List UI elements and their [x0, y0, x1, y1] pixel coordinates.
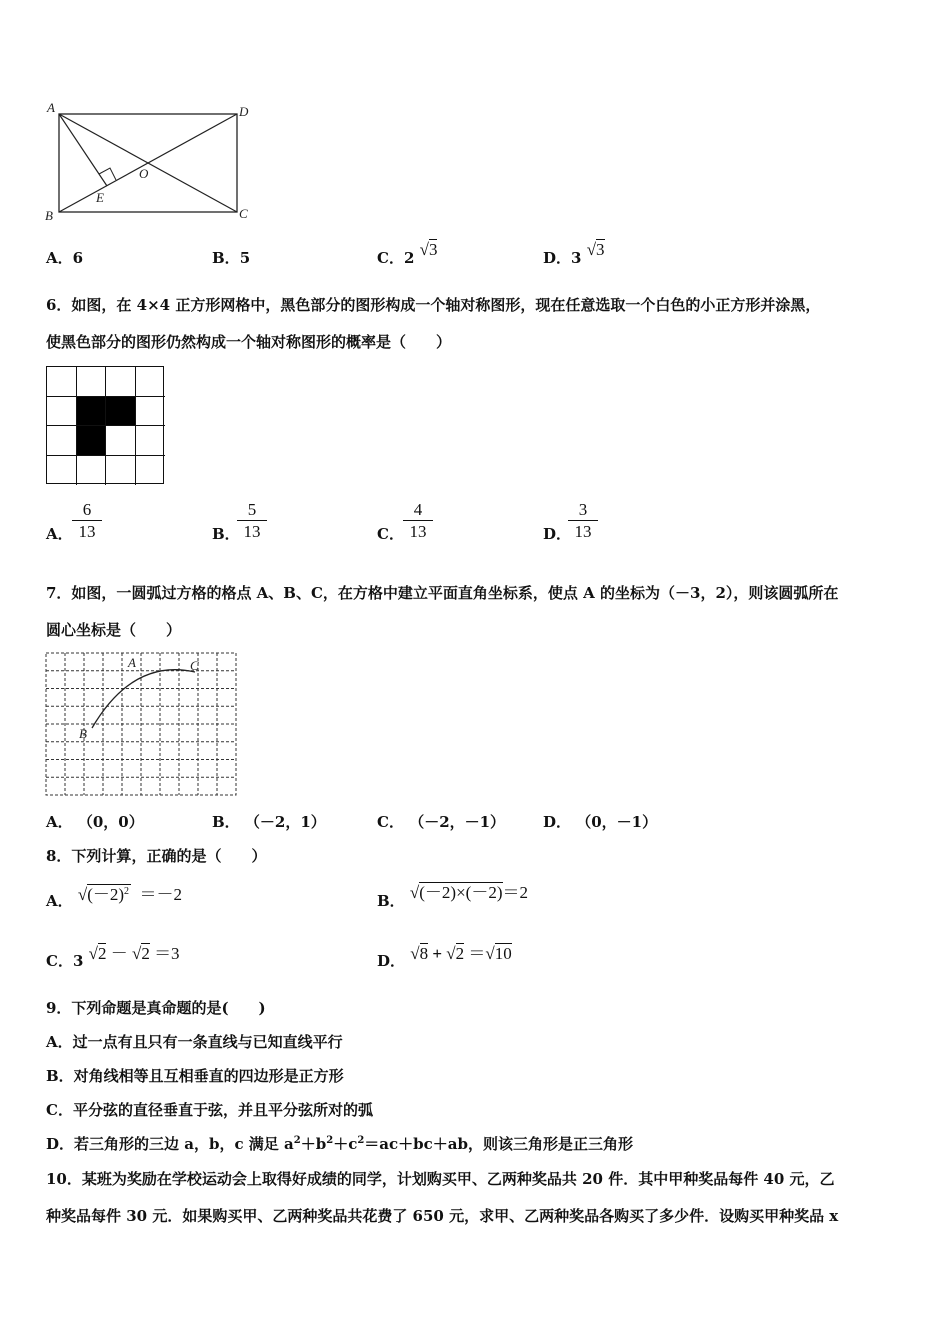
grid-cell — [77, 456, 107, 486]
q9-option-c: C．平分弦的直径垂直于弦，并且平分弦所对的弧 — [46, 1101, 373, 1119]
q10-stem-line1: 10．某班为奖励在学校运动会上取得好成绩的同学，计划购买甲、乙两种奖品共 20 件．其中甲种奖品每件 40 元，乙 — [46, 1170, 835, 1188]
q6-option-d-letter: D． — [543, 525, 572, 543]
label-c: C — [239, 206, 248, 221]
q9-option-a: A．过一点有且只有一条直线与已知直线平行 — [46, 1033, 343, 1051]
q5-option-d: D．3 √3 — [543, 240, 605, 267]
grid-cell — [77, 367, 107, 397]
q5-option-b: B．5 — [212, 249, 251, 267]
grid-cell-black — [77, 397, 107, 427]
grid-cell — [106, 456, 136, 486]
q6-stem-line2: 使黑色部分的图形仍然构成一个轴对称图形的概率是（ ） — [46, 333, 452, 351]
q6-option-a-letter: A． — [46, 525, 73, 543]
q6-option-c-letter: C． — [377, 525, 404, 543]
grid-cell — [106, 367, 136, 397]
q9-stem: 9．下列命题是真命题的是( ) — [46, 999, 266, 1017]
grid-cell-black — [77, 426, 107, 456]
label-e: E — [96, 190, 104, 205]
q7-stem-line1: 7．如图，一圆弧过方格的格点 A、B、C，在方格中建立平面直角坐标系，使点 A 的坐标为（－3，2），则该圆弧所在 — [46, 584, 839, 602]
q7-stem-line2: 圆心坐标是（ ） — [46, 621, 182, 639]
q6-stem-line1: 6．如图，在 4×4 正方形网格中，黑色部分的图形构成一个轴对称图形，现在任意选取一个白色的小正方形并涂黑， — [46, 296, 821, 314]
label-b: B — [45, 208, 53, 223]
q8-option-a: A． $√(-2)^2 =-2$ — [46, 885, 183, 910]
q7-option-c: C． （－2，－1） — [377, 813, 506, 831]
q8-option-c: C．3 √2 － √2 ＝3 — [46, 944, 180, 970]
label-a: A — [128, 655, 136, 670]
q7-dashed-grid-figure — [45, 652, 238, 797]
q6-option-b-letter: B． — [212, 525, 240, 543]
grid-cell-black — [106, 397, 136, 427]
grid-cell — [47, 456, 77, 486]
q7-option-b: B． （－2，1） — [212, 813, 326, 831]
grid-cell — [47, 426, 77, 456]
q10-stem-line2: 种奖品每件 30 元．如果购买甲、乙两种奖品共花费了 650 元，求甲、乙两种奖品各购买了多少件．设购买甲种奖品 x — [46, 1207, 839, 1225]
q5-option-c: C．2 √3 — [377, 240, 438, 267]
segment-ae — [59, 114, 107, 186]
label-o: O — [139, 166, 149, 181]
arc-abc — [92, 670, 195, 728]
grid-cell — [136, 367, 166, 397]
label-a: A — [47, 100, 55, 115]
q9-option-b: B．对角线相等且互相垂直的四边形是正方形 — [46, 1067, 344, 1085]
q6-option-d-fraction: $\frac{3}{13}$ — [568, 499, 598, 543]
rectangle-figure — [40, 98, 260, 224]
q6-option-a-fraction: $\frac{6}{13}$ — [72, 499, 102, 543]
grid-cell — [136, 456, 166, 486]
q5-option-a: A．6 — [46, 249, 84, 267]
grid-cell — [106, 426, 136, 456]
label-c: C — [190, 658, 199, 673]
q6-grid-figure — [46, 366, 164, 484]
q6-option-b-fraction: $\frac{5}{13}$ — [237, 499, 267, 543]
q7-option-d: D． （0，－1） — [543, 813, 658, 831]
grid-cell — [136, 426, 166, 456]
label-d: D — [239, 104, 249, 119]
q9-option-d: D．若三角形的三边 a，b，c 满足 $a^2+b^2+c^2=ac+bc+ab$，则该三角形是正三角形 — [46, 1135, 633, 1153]
q6-option-c-fraction: $\frac{4}{13}$ — [403, 499, 433, 543]
q8-option-d: D． √8 + √2 ＝√10 — [377, 944, 512, 970]
grid-cell — [136, 397, 166, 427]
q7-option-a: A． （0，0） — [46, 813, 144, 831]
grid-cell — [47, 397, 77, 427]
grid-cell — [47, 367, 77, 397]
q8-option-b: B． √(－2)×(－2)＝2 — [377, 883, 528, 910]
q8-stem: 8．下列计算，正确的是（ ） — [46, 847, 267, 865]
label-b: B — [79, 726, 87, 741]
